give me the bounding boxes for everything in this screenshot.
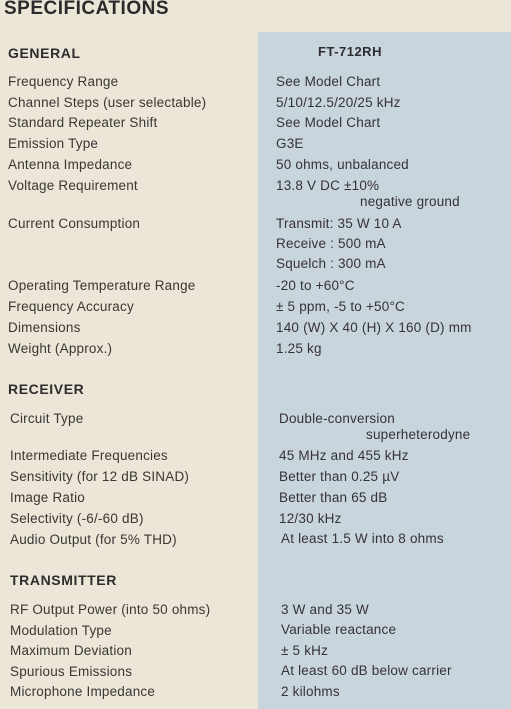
- spec-value: Better than 65 dB: [279, 490, 388, 505]
- spec-label: Intermediate Frequencies: [10, 448, 168, 463]
- spec-label: Voltage Requirement: [8, 178, 138, 193]
- spec-value: 13.8 V DC ±10%: [276, 178, 380, 193]
- spec-value: At least 1.5 W into 8 ohms: [281, 531, 444, 546]
- spec-value-continued: superheterodyne: [366, 427, 471, 442]
- spec-value: At least 60 dB below carrier: [281, 663, 452, 678]
- spec-value: ± 5 ppm, -5 to +50°C: [276, 299, 405, 314]
- spec-value-continued: negative ground: [360, 194, 460, 209]
- spec-value: 45 MHz and 455 kHz: [279, 448, 409, 463]
- spec-label: Weight (Approx.): [8, 341, 113, 356]
- spec-value: Transmit: 35 W 10 A: [276, 216, 402, 231]
- section-heading-receiver: RECEIVER: [8, 381, 85, 397]
- spec-value: Better than 0.25 µV: [279, 469, 400, 484]
- spec-label: Image Ratio: [10, 490, 85, 505]
- spec-label: Maximum Deviation: [10, 643, 132, 658]
- spec-value: 2 kilohms: [281, 684, 340, 699]
- spec-label: Microphone Impedance: [10, 684, 156, 699]
- spec-value: 140 (W) X 40 (H) X 160 (D) mm: [276, 320, 472, 335]
- spec-label: Dimensions: [8, 320, 81, 335]
- spec-label: Operating Temperature Range: [8, 278, 196, 293]
- spec-value: Double-conversion: [279, 411, 395, 426]
- page-title: SPECIFICATIONS: [4, 0, 169, 19]
- spec-label: Spurious Emissions: [10, 664, 133, 679]
- spec-value: -20 to +60°C: [276, 278, 355, 293]
- spec-label: Standard Repeater Shift: [8, 115, 158, 130]
- spec-label: Audio Output (for 5% THD): [10, 532, 177, 547]
- spec-value: See Model Chart: [276, 74, 381, 89]
- section-heading-transmitter: TRANSMITTER: [10, 572, 117, 588]
- spec-value: ± 5 kHz: [281, 643, 329, 658]
- spec-label: Current Consumption: [8, 216, 141, 231]
- section-heading-general: GENERAL: [8, 45, 81, 61]
- spec-value: 12/30 kHz: [279, 511, 342, 526]
- spec-label: Channel Steps (user selectable): [8, 95, 207, 110]
- spec-value: 5/10/12.5/20/25 kHz: [276, 95, 401, 110]
- spec-value-continued: Squelch : 300 mA: [276, 256, 386, 271]
- spec-value: G3E: [276, 136, 304, 151]
- spec-label: Frequency Range: [8, 74, 119, 89]
- spec-label: Circuit Type: [10, 411, 84, 426]
- spec-value: 3 W and 35 W: [281, 602, 369, 617]
- spec-value: 1.25 kg: [276, 341, 322, 356]
- spec-label: Emission Type: [8, 136, 99, 151]
- model-heading: FT-712RH: [318, 44, 382, 59]
- spec-value: See Model Chart: [276, 115, 381, 130]
- spec-value: 50 ohms, unbalanced: [276, 157, 409, 172]
- spec-value-continued: Receive : 500 mA: [276, 236, 386, 251]
- spec-label: RF Output Power (into 50 ohms): [10, 602, 211, 617]
- spec-label: Selectivity (-6/-60 dB): [10, 511, 144, 526]
- spec-label: Modulation Type: [10, 623, 112, 638]
- spec-label: Frequency Accuracy: [8, 299, 134, 314]
- spec-value: Variable reactance: [281, 622, 397, 637]
- spec-label: Antenna Impedance: [8, 157, 133, 172]
- spec-label: Sensitivity (for 12 dB SINAD): [10, 469, 190, 484]
